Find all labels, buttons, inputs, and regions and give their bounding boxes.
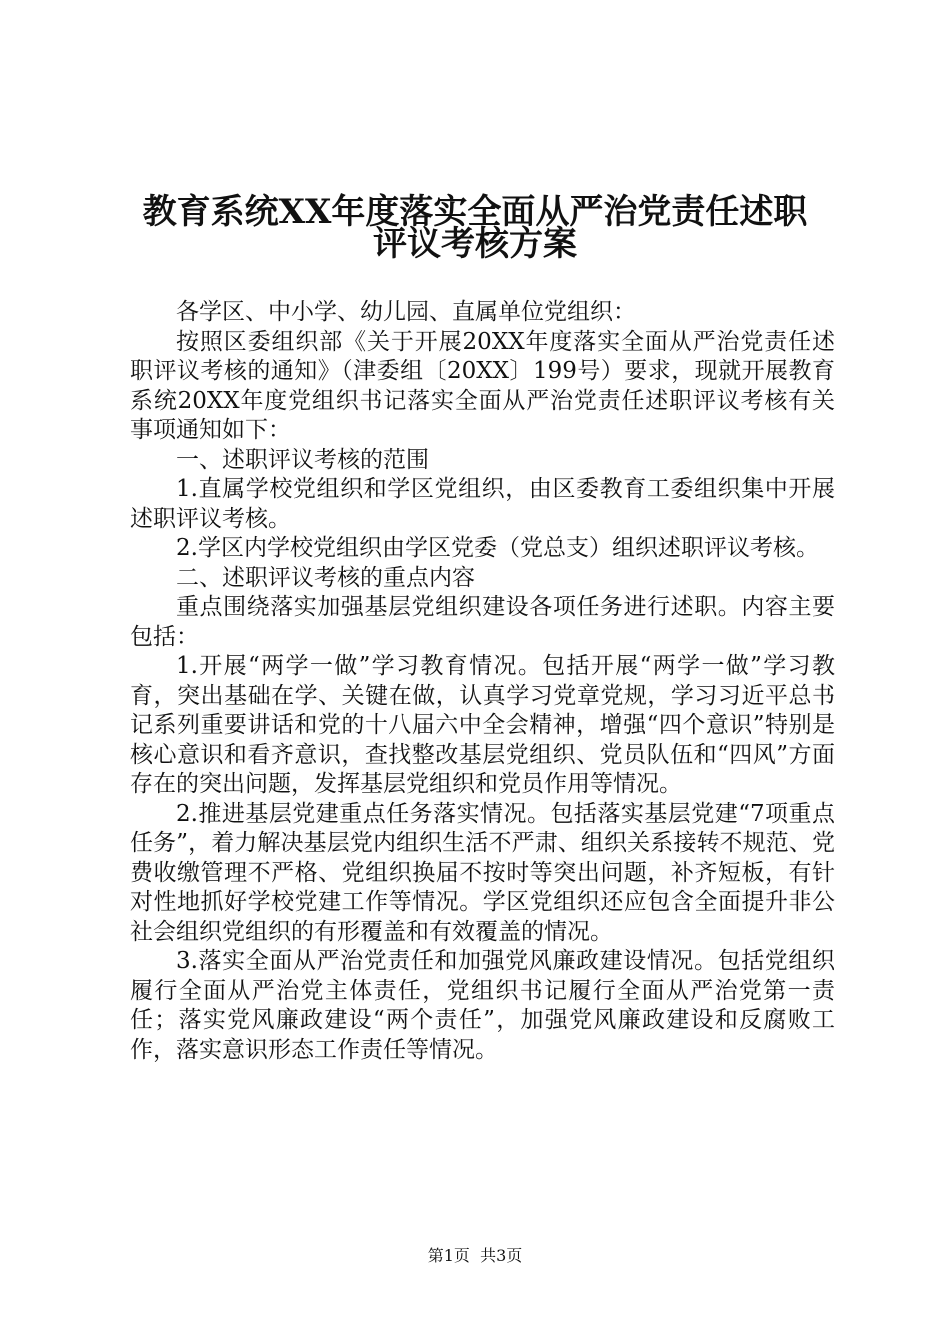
content-item-2: 2.推进基层党建重点任务落实情况。包括落实基层党建“7项重点任务”，着力解决基层党内组织生活不严肃、组织关系接转不规范、党费收缴管理不严格、党组织换届不按时等突出问题，补齐短板，有针对性地抓好学校党建工作等情况。学区党组织还应包含全面提升非公社会组织党组织的有形覆盖和有效覆盖的情况。 <box>130 800 835 945</box>
section-heading-content: 二、述职评议考核的重点内容 <box>176 564 475 591</box>
section-heading-scope: 一、述职评议考核的范围 <box>176 446 429 473</box>
scope-item-1: 1.直属学校党组织和学区党组织，由区委教育工委组织集中开展述职评议考核。 <box>130 476 835 532</box>
content-item-3: 3.落实全面从严治党责任和加强党风廉政建设情况。包括党组织履行全面从严治党主体责任，党组织书记履行全面从严治党第一责任；落实党风廉政建设“两个责任”，加强党风廉政建设和反腐败工作，落实意识形态工作责任等情况。 <box>130 948 835 1063</box>
content-item-1: 1.开展“两学一做”学习教育情况。包括开展“两学一做”学习教育，突出基础在学、关键在做，认真学习党章党规，学习习近平总书记系列重要讲话和党的十八届六中全会精神，增强“四个意识”特别是核心意识和看齐意识，查找整改基层党组织、党员队伍和“四风”方面存在的突出问题，发挥基层党组织和党员作用等情况。 <box>130 653 835 797</box>
document-body <box>130 298 835 1065</box>
scope-item-2: 2.学区内学校党组织由学区党委（党总支）组织述职评议考核。 <box>176 535 819 561</box>
document-title-line-1: 教育系统XX年度落实全面从严治党责任述职 <box>142 192 808 232</box>
salutation: 各学区、中小学、幼儿园、直属单位党组织： <box>176 299 636 325</box>
content-intro: 重点围绕落实加强基层党组织建设各项任务进行述职。内容主要包括： <box>130 594 835 650</box>
page-footer: 第1页 共3页 <box>427 1246 523 1265</box>
intro-paragraph: 按照区委组织部《关于开展20XX年度落实全面从严治党责任述职评议考核的通知》（津委组〔20XX〕199号）要求，现就开展教育系统20XX年度党组织书记落实全面从严治党责任述职评议考核有关事项通知如下： <box>130 328 835 443</box>
document-title-line-2: 评议考核方案 <box>373 224 577 264</box>
